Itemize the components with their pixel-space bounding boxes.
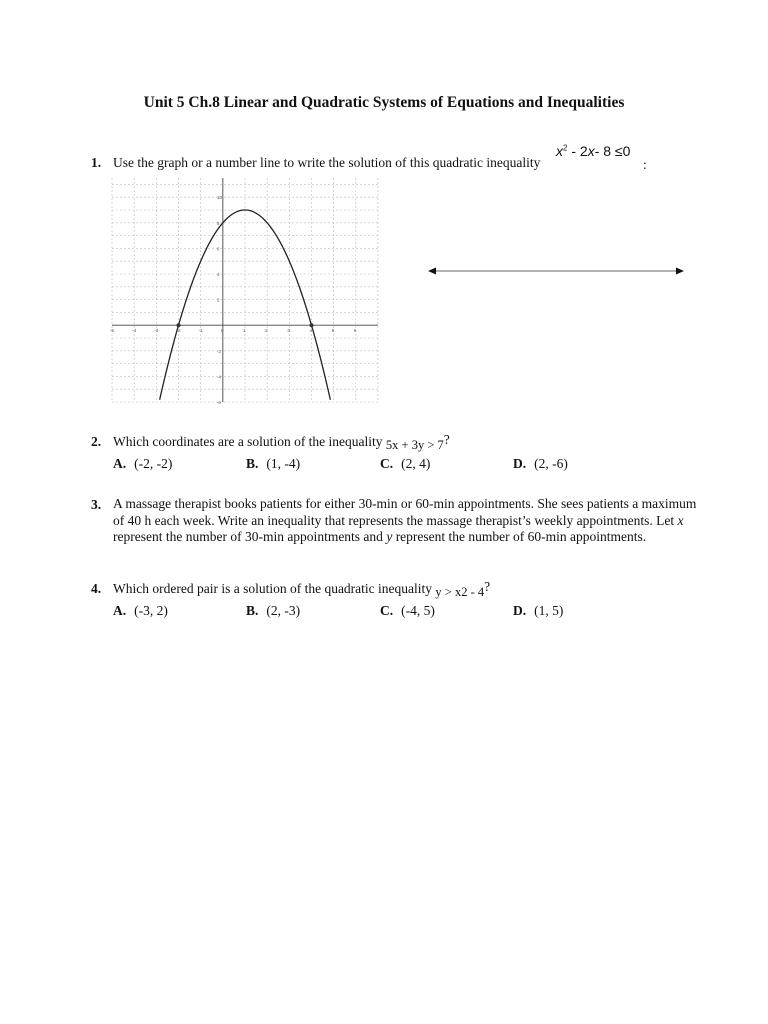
x-tick-label: -2	[176, 328, 181, 334]
q2-choice-d[interactable]	[513, 456, 568, 472]
graph-grid	[112, 178, 378, 402]
y-tick-label: -2	[216, 348, 221, 354]
root-point	[177, 323, 181, 327]
x-tick-label: -4	[132, 328, 137, 334]
graph-tick-labels	[110, 195, 357, 405]
ineq-x: x	[556, 143, 563, 159]
page-title: Unit 5 Ch.8 Linear and Quadratic Systems of Equations and Inequalities	[143, 94, 625, 111]
parabola-graph	[110, 178, 378, 405]
number-line	[428, 264, 686, 278]
choice-letter: D.	[513, 603, 527, 618]
q2-choice-c[interactable]	[380, 456, 430, 472]
question-4-number: 4.	[91, 581, 102, 596]
question-1-prompt: Use the graph or a number line to write the solution of this quadratic inequality	[113, 155, 541, 170]
choice-letter: D.	[513, 456, 527, 471]
ineq-tail: - 8 ≤0	[594, 143, 631, 159]
y-tick-label: -6	[216, 400, 221, 405]
line-2-text: of 40 h each week. Write an inequality that represents the massage therapist’s weekly appointments. Let	[113, 512, 678, 528]
choice-value: (-3, 2)	[134, 603, 168, 618]
question-1-number: 1.	[91, 155, 102, 170]
choice-letter: B.	[246, 456, 259, 471]
question-2-number: 2.	[91, 434, 102, 449]
choice-letter: C.	[380, 456, 394, 471]
question-3-line-3	[113, 529, 733, 546]
q4-choice-a[interactable]	[113, 603, 168, 619]
question-1-inequality	[556, 143, 630, 159]
x-tick-label: -3	[154, 328, 159, 334]
y-tick-label: 4	[216, 272, 220, 277]
question-1-colon: :	[643, 157, 647, 172]
choice-value: (2, 4)	[401, 456, 431, 471]
question-2-mark: ?	[443, 432, 450, 447]
x-tick-label: 3	[287, 328, 290, 334]
line-3-text: represent the number of 30-min appointments and	[113, 529, 387, 544]
y-tick-label: 10	[216, 195, 222, 201]
question-2-text	[113, 434, 450, 451]
question-1-text	[113, 155, 540, 172]
x-tick-label: -5	[110, 328, 115, 334]
line-3-end: represent the number of 60-min appointments.	[392, 529, 647, 544]
choice-value: (-2, -2)	[134, 456, 173, 471]
y-tick-label: 2	[216, 297, 220, 303]
x-tick-label: 6	[353, 328, 357, 334]
question-4-text	[113, 581, 490, 598]
question-4-inequality: y > x2 - 4	[435, 585, 485, 599]
choice-letter: A.	[113, 603, 127, 618]
x-tick-label: 5	[331, 328, 335, 334]
choice-value: (1, 5)	[534, 603, 564, 618]
choice-letter: C.	[380, 603, 394, 618]
question-2-prompt: Which coordinates are a solution of the inequality	[113, 434, 383, 449]
choice-value: (-4, 5)	[401, 603, 435, 618]
question-3-number: 3.	[91, 497, 102, 512]
question-2-inequality: 5x + 3y > 7	[385, 438, 444, 452]
x-tick-label: 4	[309, 328, 313, 334]
ineq-rest: - 2	[567, 143, 588, 159]
q4-choice-d[interactable]	[513, 603, 563, 619]
choice-value: (2, -6)	[534, 456, 568, 471]
x-tick-label: 0	[220, 328, 224, 334]
x-tick-label: 1	[243, 328, 246, 334]
variable-x: x	[677, 512, 684, 528]
number-line-left-arrow	[428, 268, 436, 275]
choice-value: (1, -4)	[266, 456, 301, 471]
q2-choice-a[interactable]	[113, 456, 172, 472]
question-3-line-2	[113, 513, 733, 530]
q4-choice-c[interactable]	[380, 603, 435, 619]
x-tick-label: 2	[265, 328, 268, 334]
question-3-line-1: A massage therapist books patients for either 30-min or 60-min appointments. She sees patients a maximum	[113, 496, 697, 511]
root-point	[310, 323, 314, 327]
choice-letter: A.	[113, 456, 127, 471]
question-3-text	[113, 496, 733, 546]
choice-value: (2, -3)	[266, 603, 301, 618]
question-4-mark: ?	[484, 579, 491, 594]
q2-choice-b[interactable]	[246, 456, 300, 472]
ineq-exponent: 2	[563, 143, 568, 153]
y-tick-label: -4	[216, 374, 221, 380]
y-tick-label: 8	[216, 220, 220, 226]
ineq-x2: x	[587, 143, 595, 159]
question-4-prompt: Which ordered pair is a solution of the quadratic inequality	[113, 581, 433, 596]
variable-y: y	[386, 529, 393, 544]
x-tick-label: -1	[198, 328, 203, 334]
q4-choice-b[interactable]	[246, 603, 300, 619]
number-line-right-arrow	[676, 268, 684, 275]
choice-letter: B.	[246, 603, 259, 618]
y-tick-label: 6	[216, 246, 220, 252]
